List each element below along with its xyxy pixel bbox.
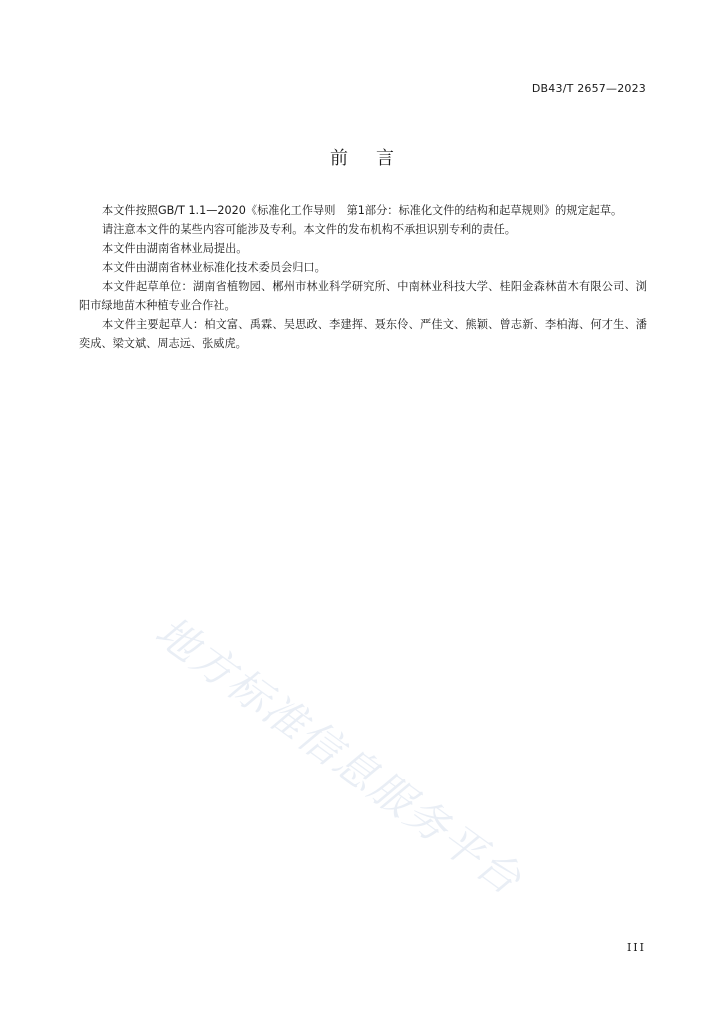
watermark: 地方标准信息服务平台 xyxy=(146,606,532,905)
document-code: DB43/T 2657—2023 xyxy=(531,82,646,95)
page-number: III xyxy=(626,941,646,954)
foreword-body xyxy=(79,201,647,353)
paragraph-drafting-rules: 本文件按照GB/T 1.1—2020《标准化工作导则 第1部分：标准化文件的结构和起草规则》的规定起草。 xyxy=(102,204,623,217)
page-title: 前言 xyxy=(330,148,422,169)
paragraph-drafting-units: 本文件起草单位：湖南省植物园、郴州市林业科学研究所、中南林业科技大学、桂阳金森林苗木有限公司、浏阳市绿地苗木种植专业合作社。 xyxy=(79,280,647,312)
paragraph-patent-notice: 请注意本文件的某些内容可能涉及专利。本文件的发布机构不承担识别专利的责任。 xyxy=(102,223,516,236)
paragraph-drafters: 本文件主要起草人：柏文富、禹霖、吴思政、李建挥、聂东伶、严佳文、熊颖、曾志新、李柏海、何才生、潘奕成、梁文斌、周志远、张威虎。 xyxy=(79,318,647,350)
paragraph-administrator: 本文件由湖南省林业标准化技术委员会归口。 xyxy=(102,261,326,274)
paragraph-proposer: 本文件由湖南省林业局提出。 xyxy=(102,242,248,255)
